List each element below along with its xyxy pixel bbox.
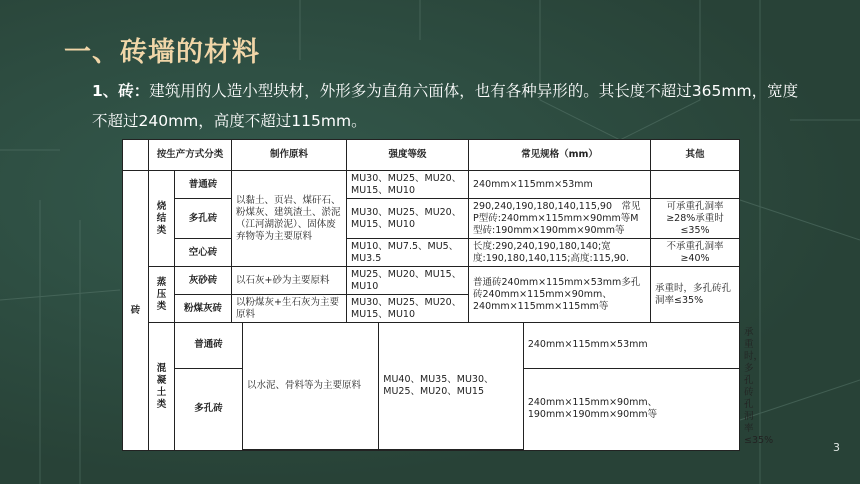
other-hollow-brick: 不承重孔洞率≥40%	[651, 239, 740, 267]
table-row	[123, 267, 740, 295]
header-common-spec: 常见规格（mm）	[469, 140, 651, 171]
intro-text: 建筑用的人造小型块材，外形多为直角六面体，也有各种异形的。其长度不超过365mm，宽度不超过240mm，高度不超过115mm。	[92, 82, 799, 130]
material-sand-lime: 以石灰+砂为主要原料	[232, 267, 347, 295]
spec-hollow-brick: 长度:290,240,190,180,140;宽度:190,180,140,115;高度:115,90.	[469, 239, 651, 267]
type-hollow-brick: 空心砖	[175, 239, 232, 267]
strength-common-brick: MU30、MU25、MU20、MU15、MU10	[347, 171, 469, 199]
table-row	[123, 239, 740, 267]
header-production-method: 按生产方式分类	[149, 140, 232, 171]
spec-common-brick: 240mm×115mm×53mm	[469, 171, 651, 199]
table-header-row	[123, 140, 740, 171]
other-common-brick	[651, 171, 740, 199]
intro-lead: 1、砖：	[92, 82, 150, 100]
type-common-brick: 普通砖	[175, 171, 232, 199]
type-sand-lime-brick: 灰砂砖	[175, 267, 232, 295]
group-concrete: 混凝土类	[149, 323, 175, 451]
type-concrete-common: 普通砖	[175, 323, 243, 368]
concrete-subtable-cell	[175, 323, 740, 451]
table-row	[123, 199, 740, 239]
spec-concrete-common: 240mm×115mm×53mm	[523, 323, 739, 368]
header-blank	[123, 140, 149, 171]
strength-perforated-brick: MU30、MU25、MU20、MU15、MU10	[347, 199, 469, 239]
group-fired: 烧结类	[149, 171, 175, 267]
table-row	[123, 171, 740, 199]
spec-autoclaved: 普通砖240mm×115mm×53mm多孔砖240mm×115mm×90mm、240mm×115mm×115mm等	[469, 267, 651, 323]
strength-hollow-brick: MU10、MU7.5、MU5、MU3.5	[347, 239, 469, 267]
spec-perforated-brick: 290,240,190,180,140,115,90 常见P型砖:240mm×115mm×90mm等M型砖:190mm×190mm×90mm等	[469, 199, 651, 239]
type-perforated-brick: 多孔砖	[175, 199, 232, 239]
material-fly-ash: 以粉煤灰+生石灰为主要原料	[232, 295, 347, 323]
strength-fly-ash: MU30、MU25、MU20、MU15、MU10	[347, 295, 469, 323]
material-concrete: 以水泥、骨料等为主要原料	[243, 323, 379, 449]
spec-concrete-perforated: 240mm×115mm×90mm、190mm×190mm×90mm等	[523, 368, 739, 449]
table-row	[175, 323, 739, 368]
brick-classification-table	[122, 139, 740, 451]
page-number: 3	[833, 441, 840, 454]
fired-raw-material: 以黏土、页岩、煤矸石、粉煤灰、建筑渣土、淤泥（江河湖淤泥）、固体废弃物等为主要原料	[232, 171, 347, 267]
strength-concrete: MU40、MU35、MU30、MU25、MU20、MU15	[379, 323, 524, 449]
other-perforated-brick: 可承重孔洞率≥28%承重时≤35%	[651, 199, 740, 239]
intro-paragraph	[92, 76, 812, 136]
other-autoclaved: 承重时，多孔砖孔洞率≤35%	[651, 267, 740, 323]
strength-sand-lime: MU25、MU20、MU15、MU10	[347, 267, 469, 295]
table-row	[123, 323, 740, 451]
header-other: 其他	[651, 140, 740, 171]
concrete-subtable	[175, 323, 739, 450]
group-autoclaved: 蒸压类	[149, 267, 175, 323]
slide-title: 一、砖墙的材料	[64, 37, 260, 68]
header-raw-material: 制作原料	[232, 140, 347, 171]
material-cell: 砖	[123, 171, 149, 451]
header-strength-grade: 强度等级	[347, 140, 469, 171]
type-fly-ash-brick: 粉煤灰砖	[175, 295, 232, 323]
type-concrete-perforated: 多孔砖	[175, 368, 243, 449]
